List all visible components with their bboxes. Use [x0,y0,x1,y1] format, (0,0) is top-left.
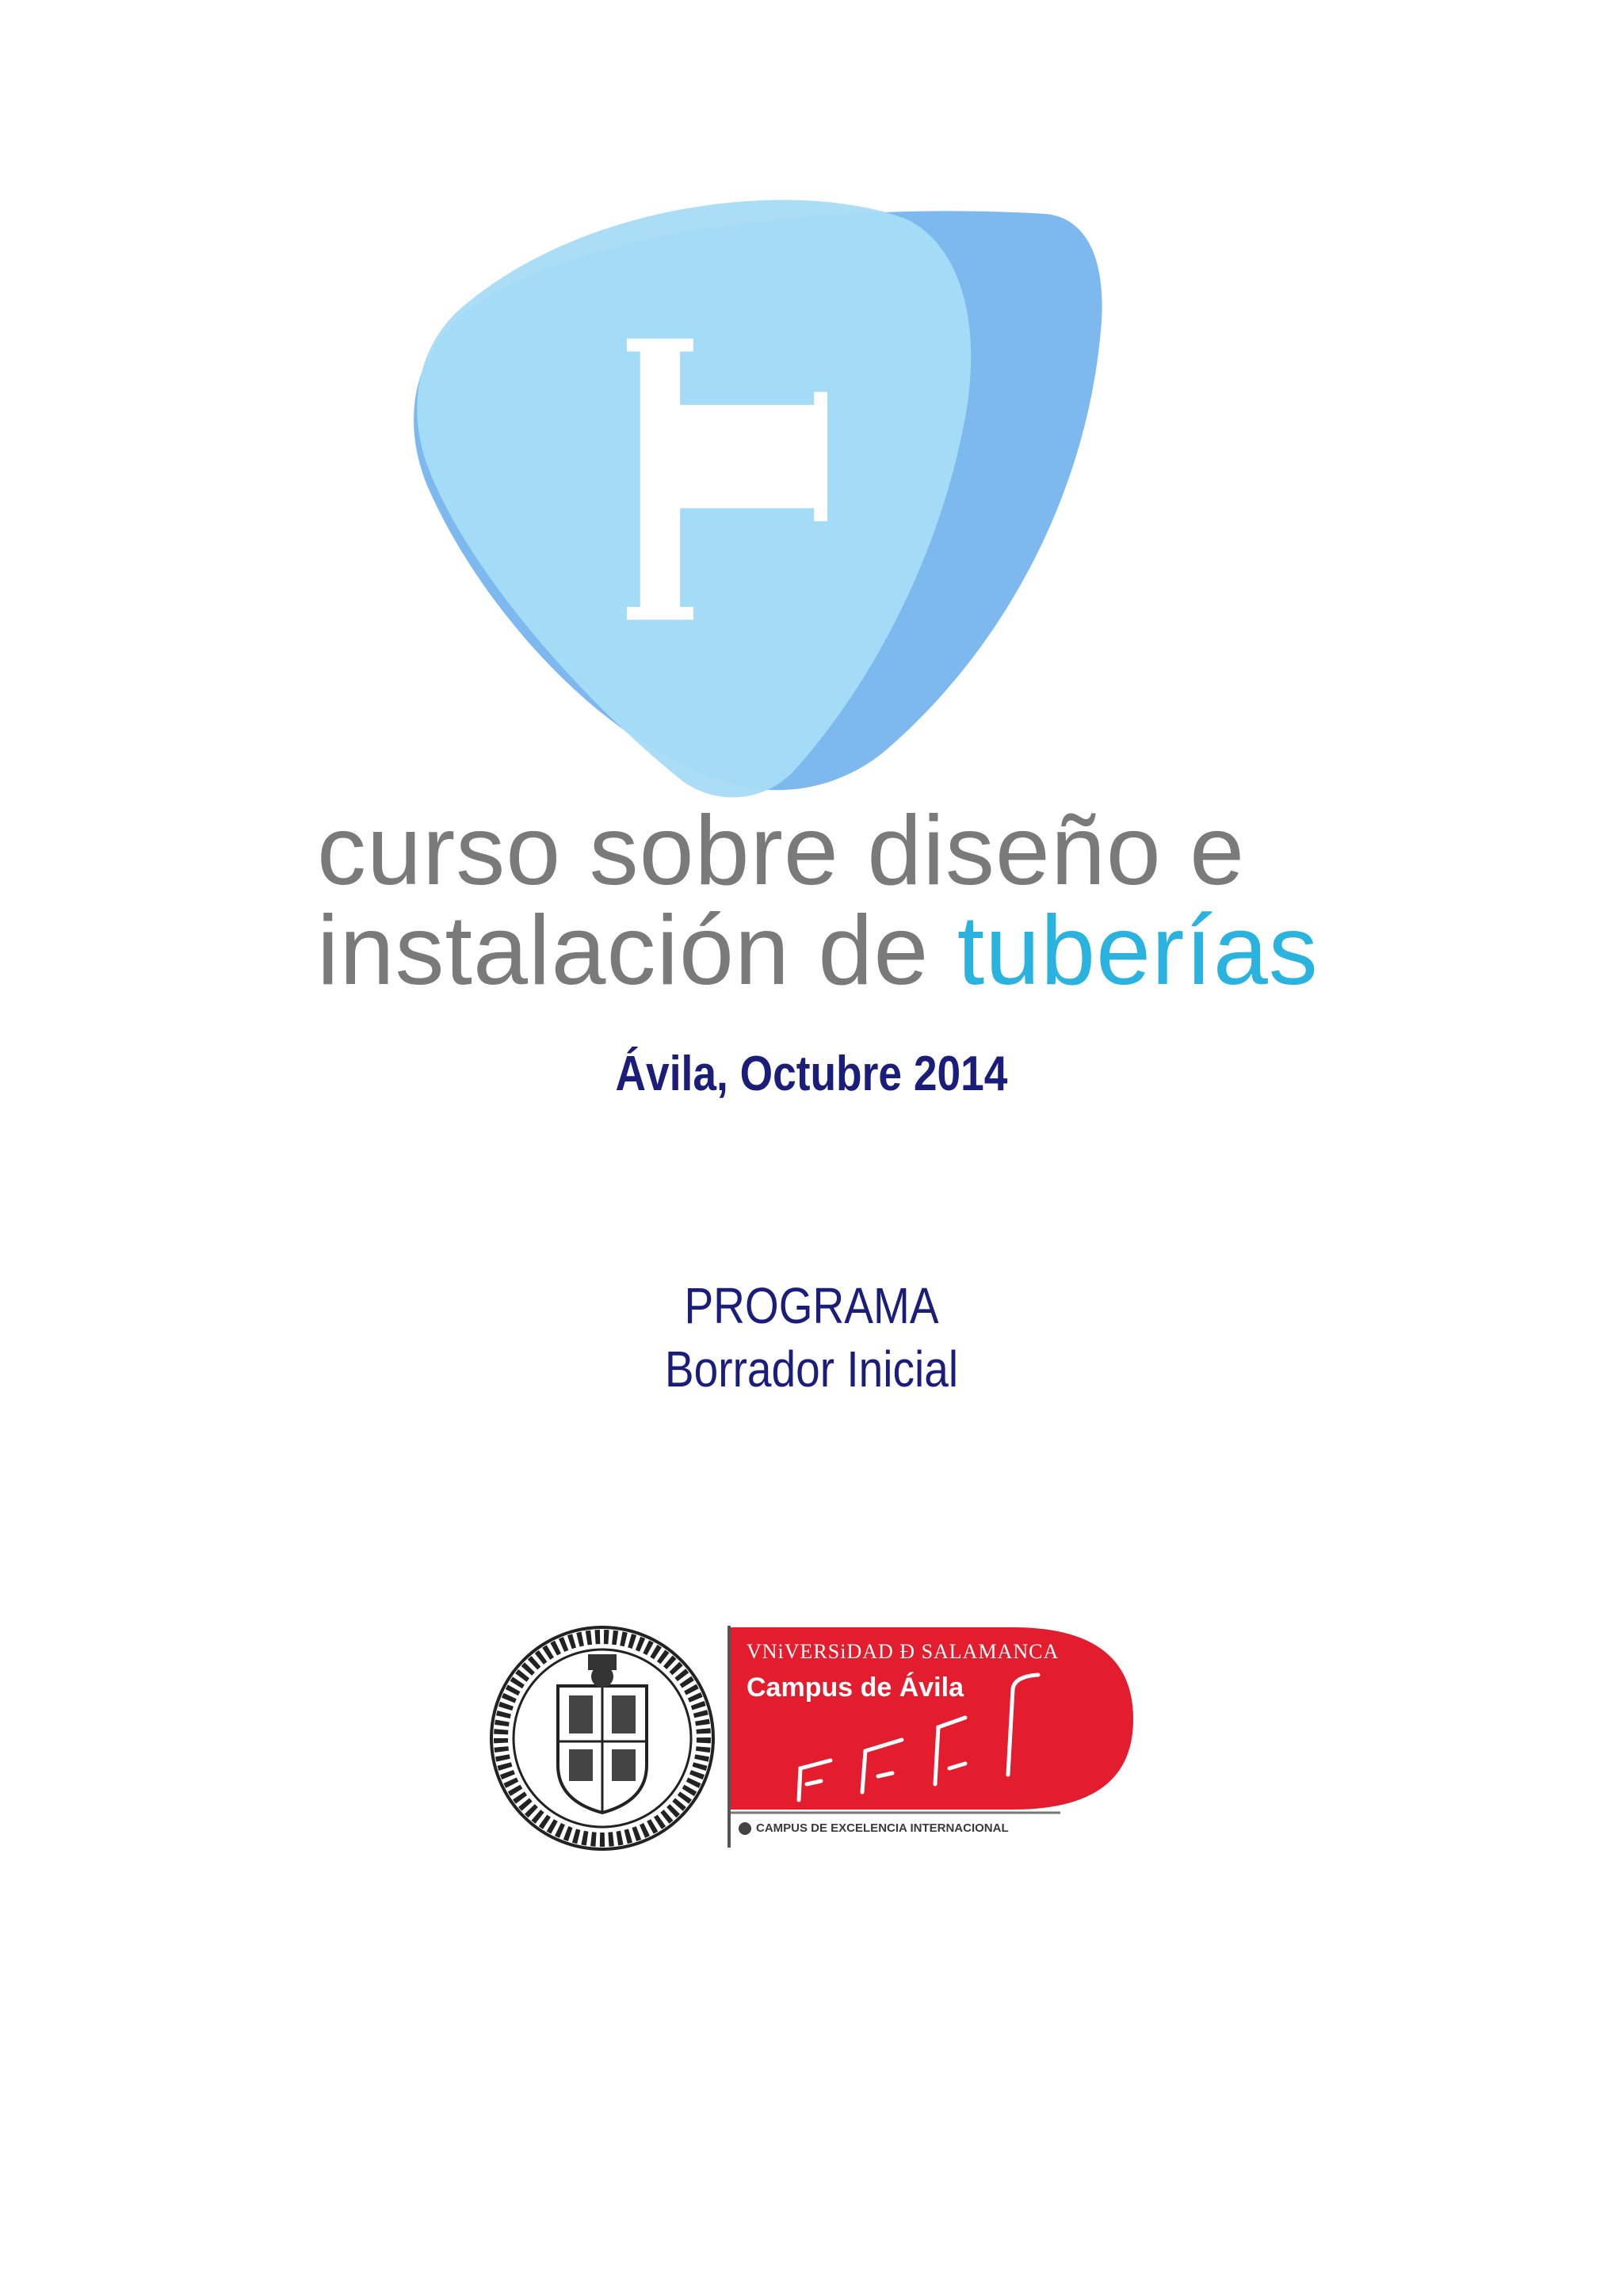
course-title-line-2 [317,896,1426,1005]
course-title-highlight: tuberías [957,896,1319,1005]
university-seal-icon [487,1623,718,1854]
pipe-tee-icon [380,170,1125,804]
campus-avila-logo [727,1626,1135,1848]
program-subtitle: Borrador Inicial [664,1341,959,1398]
university-name: VNiVERSiDAD Ð SALAMANCA [747,1640,1060,1663]
campus-excellence-label: CAMPUS DE EXCELENCIA INTERNACIONAL [756,1821,1009,1835]
program-title: PROGRAMA [684,1277,939,1334]
course-title-line-1: curso sobre diseño e [317,796,1246,906]
date-location: Ávila, Octubre 2014 [615,1047,1008,1101]
campus-name: Campus de Ávila [747,1672,964,1703]
course-title-line-2-plain: instalación de [317,896,957,1005]
